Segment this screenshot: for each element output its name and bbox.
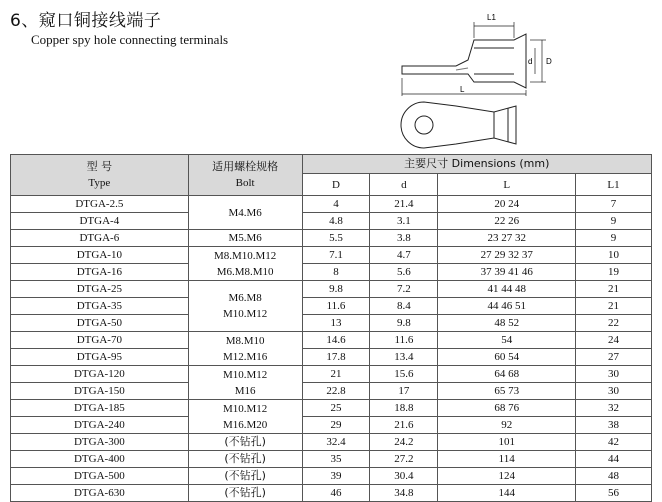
dim-label-d-small: d bbox=[528, 57, 533, 66]
d-big-cell: 5.5 bbox=[302, 230, 370, 247]
d-big-cell: 4 bbox=[302, 196, 370, 213]
type-header-cn: 型 号 bbox=[86, 160, 113, 173]
l1-cell: 44 bbox=[576, 451, 652, 468]
table-row bbox=[11, 417, 652, 434]
d-small-cell: 13.4 bbox=[370, 349, 438, 366]
l1-cell: 21 bbox=[576, 281, 652, 298]
d-small-cell: 3.1 bbox=[370, 213, 438, 230]
bolt-line: M8.M10.M12 bbox=[213, 249, 277, 262]
l1-cell: 30 bbox=[576, 383, 652, 400]
l1-cell: 38 bbox=[576, 417, 652, 434]
bolt-line: M8.M10 bbox=[225, 334, 265, 347]
bolt-cell: (不钻孔) bbox=[188, 434, 302, 451]
d-small-cell: 24.2 bbox=[370, 434, 438, 451]
l1-cell: 19 bbox=[576, 264, 652, 281]
table-row bbox=[11, 196, 652, 213]
d-small-cell: 18.8 bbox=[370, 400, 438, 417]
bolt-line: M10.M12 bbox=[222, 368, 268, 381]
d-big-cell: 7.1 bbox=[302, 247, 370, 264]
l1-cell: 9 bbox=[576, 213, 652, 230]
l-cell: 101 bbox=[438, 434, 576, 451]
d-big-cell: 4.8 bbox=[302, 213, 370, 230]
l1-cell: 42 bbox=[576, 434, 652, 451]
bolt-cell: (不钻孔) bbox=[188, 468, 302, 485]
bolt-hole bbox=[415, 116, 433, 134]
d-big-cell: 14.6 bbox=[302, 332, 370, 349]
type-cell: DTGA-630 bbox=[11, 485, 189, 502]
d-big-cell: 13 bbox=[302, 315, 370, 332]
l-cell: 92 bbox=[438, 417, 576, 434]
bolt-header-cn: 适用螺栓规格 bbox=[212, 160, 279, 173]
table-row bbox=[11, 298, 652, 315]
page-subtitle: Copper spy hole connecting terminals bbox=[31, 32, 229, 47]
l1-cell: 24 bbox=[576, 332, 652, 349]
l1-cell: 30 bbox=[576, 366, 652, 383]
d-small-cell: 8.4 bbox=[370, 298, 438, 315]
d-big-cell: 17.8 bbox=[302, 349, 370, 366]
table-row bbox=[11, 451, 652, 468]
d-small-cell: 27.2 bbox=[370, 451, 438, 468]
table-row bbox=[11, 434, 652, 451]
type-cell: DTGA-6 bbox=[11, 230, 189, 247]
l-cell: 48 52 bbox=[438, 315, 576, 332]
type-cell: DTGA-50 bbox=[11, 315, 189, 332]
col-header-L: L bbox=[438, 174, 576, 196]
type-cell: DTGA-150 bbox=[11, 383, 189, 400]
type-cell: DTGA-400 bbox=[11, 451, 189, 468]
l1-cell: 10 bbox=[576, 247, 652, 264]
d-big-cell: 46 bbox=[302, 485, 370, 502]
type-header-en: Type bbox=[88, 177, 111, 189]
bolt-line: M10.M12 bbox=[222, 308, 268, 320]
bolt-cell bbox=[188, 400, 302, 434]
d-big-cell: 25 bbox=[302, 400, 370, 417]
type-header bbox=[11, 155, 189, 196]
l1-cell: 56 bbox=[576, 485, 652, 502]
l-cell: 114 bbox=[438, 451, 576, 468]
d-big-cell: 22.8 bbox=[302, 383, 370, 400]
bolt-cell: (不钻孔) bbox=[188, 485, 302, 502]
table-row bbox=[11, 230, 652, 247]
d-small-cell: 4.7 bbox=[370, 247, 438, 264]
l1-cell: 7 bbox=[576, 196, 652, 213]
l-cell: 44 46 51 bbox=[438, 298, 576, 315]
table-row bbox=[11, 332, 652, 349]
type-cell: DTGA-4 bbox=[11, 213, 189, 230]
d-small-cell: 11.6 bbox=[370, 332, 438, 349]
l-cell: 23 27 32 bbox=[438, 230, 576, 247]
bolt-line: M16 bbox=[234, 384, 256, 397]
table-row bbox=[11, 264, 652, 281]
dimensions-header: 主要尺寸 Dimensions (mm) bbox=[302, 155, 651, 174]
dim-label-d-big: D bbox=[546, 57, 552, 66]
d-big-cell: 11.6 bbox=[302, 298, 370, 315]
table-row bbox=[11, 349, 652, 366]
bolt-header bbox=[188, 155, 302, 196]
l1-cell: 22 bbox=[576, 315, 652, 332]
type-cell: DTGA-70 bbox=[11, 332, 189, 349]
l-cell: 27 29 32 37 bbox=[438, 247, 576, 264]
type-cell: DTGA-10 bbox=[11, 247, 189, 264]
table-row bbox=[11, 400, 652, 417]
type-cell: DTGA-16 bbox=[11, 264, 189, 281]
type-cell: DTGA-500 bbox=[11, 468, 189, 485]
dim-label-l: L bbox=[460, 85, 465, 94]
bolt-line: M6.M8.M10 bbox=[216, 265, 274, 278]
type-cell: DTGA-300 bbox=[11, 434, 189, 451]
table-row bbox=[11, 485, 652, 502]
d-big-cell: 35 bbox=[302, 451, 370, 468]
bolt-cell: (不钻孔) bbox=[188, 451, 302, 468]
type-cell: DTGA-35 bbox=[11, 298, 189, 315]
l1-cell: 9 bbox=[576, 230, 652, 247]
bolt-line: M10.M12 bbox=[222, 402, 268, 415]
l-cell: 20 24 bbox=[438, 196, 576, 213]
bolt-line: M6.M8 bbox=[228, 292, 262, 304]
table-row bbox=[11, 383, 652, 400]
type-cell: DTGA-2.5 bbox=[11, 196, 189, 213]
l-cell: 41 44 48 bbox=[438, 281, 576, 298]
l-cell: 144 bbox=[438, 485, 576, 502]
page-title: 6、窥口铜接线端子 bbox=[10, 11, 162, 31]
d-big-cell: 32.4 bbox=[302, 434, 370, 451]
table-row bbox=[11, 315, 652, 332]
d-small-cell: 17 bbox=[370, 383, 438, 400]
table-row bbox=[11, 468, 652, 485]
col-header-d: d bbox=[370, 174, 438, 196]
l1-cell: 48 bbox=[576, 468, 652, 485]
table-row bbox=[11, 366, 652, 383]
col-header-D: D bbox=[302, 174, 370, 196]
d-small-cell: 34.8 bbox=[370, 485, 438, 502]
bolt-cell bbox=[188, 332, 302, 366]
type-cell: DTGA-120 bbox=[11, 366, 189, 383]
l-cell: 68 76 bbox=[438, 400, 576, 417]
l1-cell: 32 bbox=[576, 400, 652, 417]
bolt-cell: M5.M6 bbox=[188, 230, 302, 247]
l1-cell: 27 bbox=[576, 349, 652, 366]
bolt-cell bbox=[188, 366, 302, 400]
table-row bbox=[11, 213, 652, 230]
d-big-cell: 9.8 bbox=[302, 281, 370, 298]
col-header-L1: L1 bbox=[576, 174, 652, 196]
top-view-outline bbox=[401, 102, 516, 148]
type-cell: DTGA-240 bbox=[11, 417, 189, 434]
l-cell: 22 26 bbox=[438, 213, 576, 230]
terminal-drawing bbox=[390, 4, 570, 152]
bolt-header-en: Bolt bbox=[235, 177, 255, 189]
bolt-cell: M4.M6 bbox=[188, 196, 302, 230]
d-small-cell: 5.6 bbox=[370, 264, 438, 281]
d-small-cell: 7.2 bbox=[370, 281, 438, 298]
d-small-cell: 3.8 bbox=[370, 230, 438, 247]
l-cell: 124 bbox=[438, 468, 576, 485]
l-cell: 54 bbox=[438, 332, 576, 349]
bolt-line: M16.M20 bbox=[222, 418, 268, 431]
bolt-cell bbox=[188, 247, 302, 281]
d-big-cell: 8 bbox=[302, 264, 370, 281]
l-cell: 64 68 bbox=[438, 366, 576, 383]
side-view-outline bbox=[402, 34, 526, 88]
l1-cell: 21 bbox=[576, 298, 652, 315]
table-row bbox=[11, 247, 652, 264]
d-small-cell: 21.6 bbox=[370, 417, 438, 434]
type-cell: DTGA-25 bbox=[11, 281, 189, 298]
d-big-cell: 21 bbox=[302, 366, 370, 383]
type-cell: DTGA-95 bbox=[11, 349, 189, 366]
d-small-cell: 15.6 bbox=[370, 366, 438, 383]
l-cell: 37 39 41 46 bbox=[438, 264, 576, 281]
d-big-cell: 29 bbox=[302, 417, 370, 434]
l-cell: 65 73 bbox=[438, 383, 576, 400]
d-small-cell: 30.4 bbox=[370, 468, 438, 485]
d-small-cell: 9.8 bbox=[370, 315, 438, 332]
d-small-cell: 21.4 bbox=[370, 196, 438, 213]
spec-table bbox=[10, 154, 652, 502]
d-big-cell: 39 bbox=[302, 468, 370, 485]
bolt-line: M12.M16 bbox=[222, 350, 268, 363]
dim-label-l1: L1 bbox=[487, 13, 496, 22]
table-row bbox=[11, 281, 652, 298]
l-cell: 60 54 bbox=[438, 349, 576, 366]
bolt-cell bbox=[188, 281, 302, 332]
type-cell: DTGA-185 bbox=[11, 400, 189, 417]
